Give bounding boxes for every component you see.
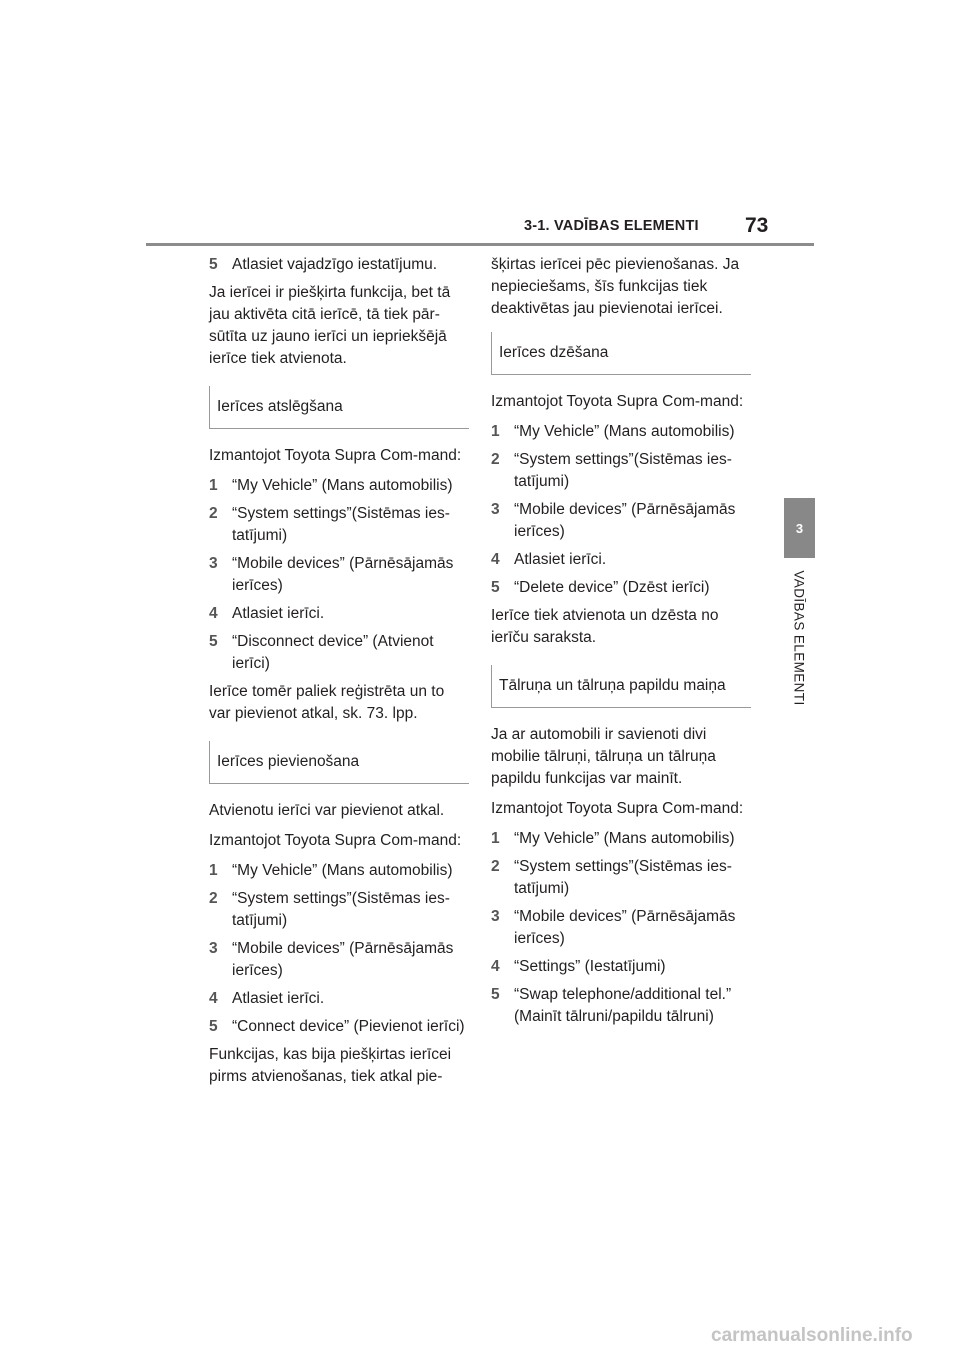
step-text: “Mobile devices” (Pārnēsājamās ierīces): [232, 555, 454, 594]
step-text: “System settings”(Sistēmas ies-tatījumi): [514, 451, 732, 490]
step-number: 4: [491, 551, 500, 568]
chapter-number: 3: [795, 520, 804, 536]
step-number: 5: [209, 1018, 218, 1035]
step-text: “My Vehicle” (Mans automobilis): [514, 830, 735, 847]
delete-steps: [491, 421, 751, 599]
step-text: “My Vehicle” (Mans automobilis): [232, 477, 453, 494]
left-column: [209, 254, 469, 1096]
step-text: “Mobile devices” (Pārnēsājamās ierīces): [514, 501, 736, 540]
step-item: [209, 860, 469, 882]
step-number: 1: [209, 862, 218, 879]
paragraph: Izmantojot Toyota Supra Com-mand:: [491, 393, 744, 410]
paragraph: Ierīce tomēr paliek reģistrēta un to var pievienot atkal, sk. 73. lpp.: [209, 683, 445, 722]
step-number: 5: [491, 579, 500, 596]
step-text: “Connect device” (Pievienot ierīci): [232, 1018, 465, 1035]
step-number: 4: [491, 958, 500, 975]
step-number: 1: [491, 423, 500, 440]
step-number: 3: [209, 555, 218, 572]
paragraph: Izmantojot Toyota Supra Com-mand:: [491, 800, 744, 817]
step-item: [491, 956, 751, 978]
step-number: 5: [491, 986, 500, 1003]
step-number: 2: [209, 505, 218, 522]
step-text: “My Vehicle” (Mans automobilis): [514, 423, 735, 440]
paragraph: Ja ar automobili ir savienoti divi mobilie tālruņi, tālruņa un tālruņa papildu funkcijas var mainīt.: [491, 726, 716, 787]
step-text: Atlasiet ierīci.: [232, 990, 325, 1007]
step-number: 2: [491, 858, 500, 875]
step-text: “Disconnect device” (Atvienot ierīci): [232, 633, 434, 672]
step-number: 5: [209, 633, 218, 650]
step-text: Atlasiet ierīci.: [514, 551, 607, 568]
step-number: 3: [491, 501, 500, 518]
step-number: 3: [209, 940, 218, 957]
paragraph: Izmantojot Toyota Supra Com-mand:: [209, 832, 462, 849]
paragraph: šķirtas ierīcei pēc pievienošanas. Ja nepieciešams, šīs funkcijas tiek deaktivētas jau pievienotai ierīcei.: [491, 256, 740, 317]
page-number: 73: [745, 214, 769, 237]
step-number: 4: [209, 605, 218, 622]
paragraph: Funkcijas, kas bija piešķirtas ierīcei pirms atvienošanas, tiek atkal pie-: [209, 1046, 452, 1085]
step-text: “System settings”(Sistēmas ies-tatījumi): [232, 505, 450, 544]
paragraph: Izmantojot Toyota Supra Com-mand:: [209, 447, 462, 464]
step-number: 3: [491, 908, 500, 925]
step-text: “System settings”(Sistēmas ies-tatījumi): [514, 858, 732, 897]
step-item: [491, 906, 751, 950]
section-heading-delete: Ierīces dzēšana: [491, 332, 751, 375]
step-text: “Swap telephone/additional tel.” (Mainīt tālruni/papildu tālruni): [514, 986, 732, 1025]
section-heading-connect: Ierīces pievienošana: [209, 741, 469, 784]
step-item: [491, 577, 751, 599]
chapter-label: VADĪBAS ELEMENTI: [791, 570, 807, 706]
step-number: 1: [491, 830, 500, 847]
step-item: [209, 503, 469, 547]
step-number: 2: [209, 890, 218, 907]
disconnect-steps: [209, 475, 469, 675]
right-column: [491, 254, 751, 1034]
step-number: 5: [209, 256, 218, 273]
step-number: 4: [209, 990, 218, 1007]
step-item: [491, 984, 751, 1028]
step-item: [209, 553, 469, 597]
step-text: Atlasiet vajadzīgo iestatījumu.: [232, 256, 438, 273]
step-text: “Settings” (Iestatījumi): [514, 958, 666, 975]
step-text: Atlasiet ierīci.: [232, 605, 325, 622]
header-divider: [146, 243, 814, 246]
step-text: “Delete device” (Dzēst ierīci): [514, 579, 710, 596]
step-item: [491, 856, 751, 900]
step-number: 1: [209, 477, 218, 494]
step-item: [209, 631, 469, 675]
step-number: 2: [491, 451, 500, 468]
step-text: “Mobile devices” (Pārnēsājamās ierīces): [514, 908, 736, 947]
step-item: [209, 603, 469, 625]
connect-steps: [209, 860, 469, 1038]
step-item: [209, 254, 469, 276]
step-item: [491, 449, 751, 493]
swap-steps: [491, 828, 751, 1028]
step-item: [209, 475, 469, 497]
step-item: [491, 828, 751, 850]
chapter-tab: [784, 498, 815, 558]
paragraph: Atvienotu ierīci var pievienot atkal.: [209, 802, 445, 819]
step-item: [491, 499, 751, 543]
step-text: “Mobile devices” (Pārnēsājamās ierīces): [232, 940, 454, 979]
section-heading-swap: Tālruņa un tālruņa papildu maiņa: [491, 665, 751, 708]
step-item: [209, 1016, 469, 1038]
section-heading-disconnect: Ierīces atslēgšana: [209, 386, 469, 429]
step-item: [209, 888, 469, 932]
step-text: “My Vehicle” (Mans automobilis): [232, 862, 453, 879]
paragraph: Ierīce tiek atvienota un dzēsta no ierīču saraksta.: [491, 607, 719, 646]
section-title: 3-1. VADĪBAS ELEMENTI: [524, 218, 699, 234]
step-item: [209, 938, 469, 982]
step-item: [491, 549, 751, 571]
step-item: [209, 988, 469, 1010]
watermark: carmanualsonline.info: [711, 1325, 913, 1346]
step-text: “System settings”(Sistēmas ies-tatījumi): [232, 890, 450, 929]
step-item: [491, 421, 751, 443]
paragraph: Ja ierīcei ir piešķirta funkcija, bet tā jau aktivēta citā ierīcē, tā tiek pār-sūtīta uz jauno ierīci un iepriekšējā ierīce tiek atvienota.: [209, 284, 451, 367]
